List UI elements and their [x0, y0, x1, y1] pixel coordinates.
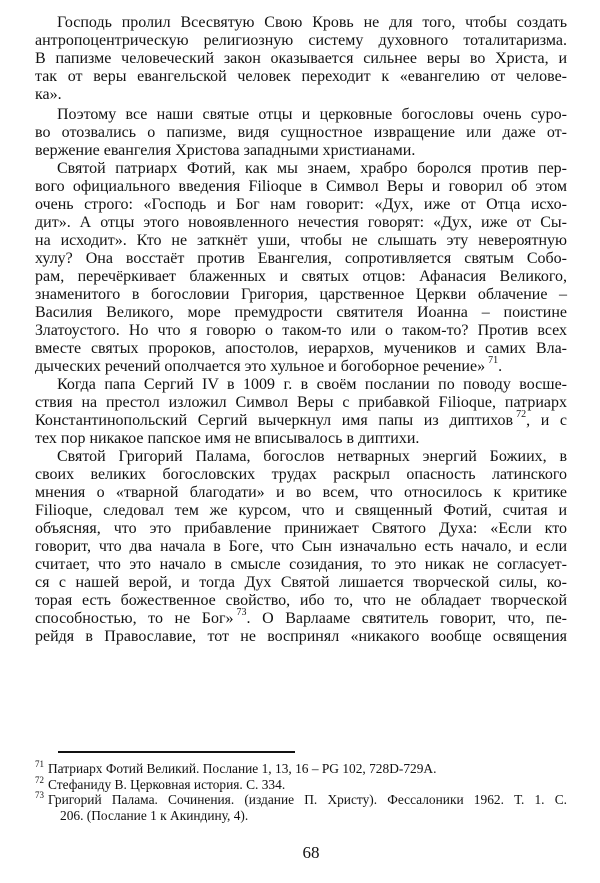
text-line: очень строго: «Господь и Бог нам говорит: «Дух, иже от Отца исхо- — [35, 196, 567, 213]
footnote-text: 206. (Послание 1 к Акиндину, 4). — [60, 807, 249, 823]
text-line: объясняя, что это прибавление принижает Святого Духа: «Если кто — [35, 520, 567, 537]
paragraph-2 — [35, 106, 567, 160]
footnote-number: 72 — [35, 774, 44, 785]
text-line: В папизме человеческий закон оказывается сильнее веры во Христа, и — [35, 50, 567, 67]
text-line: Filioque, следовал тем же курсом, что и священный Фотий, считая и — [35, 502, 567, 519]
text-segment: способностью, то не Бог» — [35, 610, 234, 627]
footnote-separator — [58, 751, 295, 753]
text-line: Господь пролил Всесвятую Свою Кровь не для того, чтобы создать — [57, 14, 567, 31]
page-number: 68 — [302, 843, 320, 862]
footnote-ref-72[interactable]: 72 — [516, 408, 527, 420]
text-line: торая есть божественное свойство, ибо то, что не обладает творческой — [35, 592, 567, 609]
text-line: считает, что это начало в смысле созидания, то это никак не согласует- — [35, 556, 567, 573]
footnote-number: 73 — [35, 790, 44, 801]
text-segment: Константинопольский Сергий вычеркнул имя папы из диптихов — [35, 412, 514, 429]
text-line: ка». — [35, 86, 62, 103]
text-line: вместе святых пророков, апостолов, иерархов, мучеников и самих Вла- — [35, 340, 567, 357]
text-line: дит». А отцы этого новоявленного нечестия говорят: «Дух, иже от Сы- — [35, 214, 567, 231]
footnote-72 — [35, 774, 567, 793]
text-line: рам, перечёркивает блаженных и святых отцов: Афанасия Великого, — [35, 268, 567, 285]
paragraph-4 — [35, 376, 567, 448]
footnote-71 — [35, 761, 567, 777]
paragraph-3 — [35, 160, 567, 376]
text-line: ся с нашей верой, и тогда Дух Святой лишается творческой силы, ко- — [35, 574, 567, 591]
paragraph-5 — [35, 448, 567, 646]
text-line: знаменитого в богословии Григория, царственное Церкви облачение – — [35, 286, 567, 303]
text-line: ствия на престол изложил Символ Веры с прибавкой Filioque, патриарх — [35, 394, 567, 411]
document-body — [35, 14, 567, 646]
text-line: Поэтому все наши святые отцы и церковные богословы очень суро- — [57, 106, 567, 123]
text-line: антропоцентрическую религиозную систему духовного тоталитаризма. — [35, 32, 567, 49]
text-line: Василия Великого, море премудрости святителя Иоанна – поистине — [35, 304, 567, 321]
footnote-text: Патриарх Фотий Великий. Послание 1, 13, 16 – PG 102, 728D-729A. — [48, 761, 437, 776]
text-line: Златоустого. Но что я говорю о таком-то или о таком-то? Против всех — [35, 322, 567, 339]
footnote-73 — [35, 792, 567, 823]
text-line: своих великих богословских трудах раскрыл опасность латинского — [35, 466, 567, 483]
text-line: говорит, что два начала в Боге, что Сын изначально есть начало, и если — [35, 538, 567, 555]
text-segment: дыческих речений ополчается это хульное и богоборное речение» — [35, 358, 486, 375]
text-line: Когда папа Сергий IV в 1009 г. в своём послании по поводу восше- — [57, 376, 567, 393]
text-line — [35, 606, 568, 628]
footnote-text: Стефаниду В. Церковная история. С. 334. — [48, 776, 286, 792]
text-line: Святой патриарх Фотий, как мы знаем, храбро боролся против пер- — [57, 160, 567, 177]
text-line — [35, 408, 567, 430]
paragraph-1 — [35, 14, 567, 104]
text-line: вого официального введения Filioque в Символ Веры и говорил об этом — [35, 178, 567, 195]
text-line: на исходит». Кто не заткнёт уши, чтобы не слышать эту невероятную — [35, 232, 567, 249]
text-segment: , и с — [526, 412, 567, 429]
text-segment: . О Варлааме святитель говорит, что, пе- — [246, 610, 568, 627]
text-line: вержение евангелия Христова западными христианами. — [35, 142, 416, 159]
text-segment: . — [498, 358, 503, 375]
footnote-ref-71[interactable]: 71 — [488, 354, 499, 366]
footnotes — [35, 761, 567, 823]
text-line: мнения о «тварной благодати» и во всем, что относилось к критике — [35, 484, 567, 501]
footnote-number: 71 — [35, 759, 44, 769]
text-line — [35, 354, 567, 376]
footnote-text: Григорий Палама. Сочинения. (издание П. Христу). Фессалоники 1962. Т. 1. С. — [48, 792, 567, 808]
text-line: Святой Григорий Палама, богослов нетварных энергий Божиих, в — [57, 448, 567, 465]
text-line: тех пор никакое папское имя не вписывалось в диптихи. — [35, 430, 420, 447]
text-line: во отозвались о папизме, видя сущностное извращение или даже от- — [35, 124, 567, 141]
text-line: хулу? Она восстаёт против Евангелия, сопротивляется святым Собо- — [35, 250, 567, 267]
text-line: рейдя в Православие, тот не воспринял «никакого вообще освящения — [35, 628, 567, 645]
footnote-ref-73[interactable]: 73 — [236, 606, 247, 618]
text-line: так от веры евангельской человек переходит к «евангелию от челове- — [35, 68, 567, 85]
